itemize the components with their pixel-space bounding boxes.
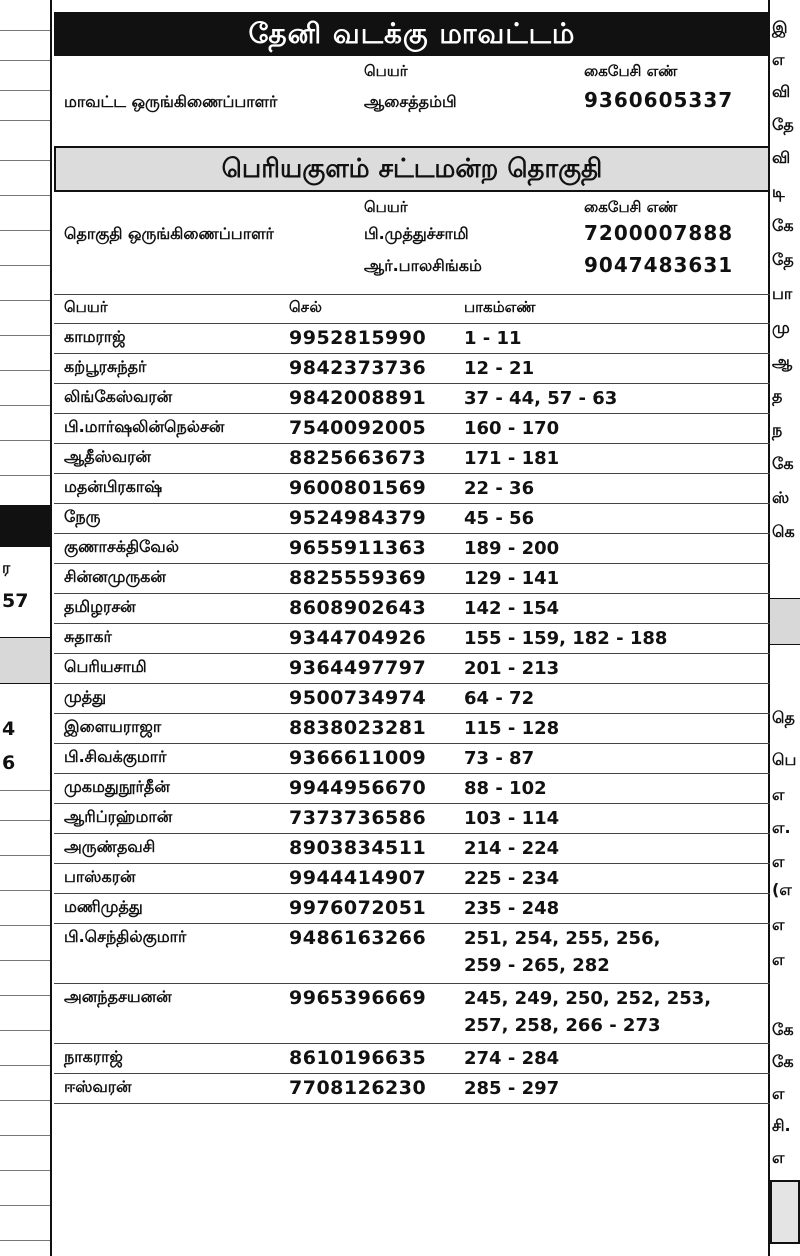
table-row — [54, 684, 770, 714]
table-row — [54, 384, 770, 414]
member-booth-range — [464, 924, 770, 984]
rule-line — [0, 820, 50, 821]
coordinator-phone: 7200007888 — [584, 221, 734, 245]
table-row — [54, 654, 770, 684]
member-cell: 9965396669 — [289, 984, 464, 1044]
cropped-grey-box — [770, 1180, 800, 1244]
member-name: ஆரிப்ரஹ்மான் — [54, 804, 289, 834]
member-cell: 9364497797 — [289, 654, 464, 684]
rule-line — [0, 1100, 50, 1101]
member-booth-range — [464, 804, 770, 834]
member-cell: 9486163266 — [289, 924, 464, 984]
cropped-text-fragment: எ — [772, 50, 785, 69]
rule-line — [0, 335, 50, 336]
table-row — [54, 894, 770, 924]
member-cell: 9600801569 — [289, 474, 464, 504]
table-row — [54, 744, 770, 774]
member-booth-range — [464, 564, 770, 594]
booth-line: 171 - 181 — [464, 448, 560, 469]
member-booth-range — [464, 534, 770, 564]
rule-line — [0, 1240, 50, 1241]
cropped-text-fragment: ஸ் — [772, 488, 790, 507]
member-booth-range — [464, 774, 770, 804]
rule-line — [0, 890, 50, 891]
rule-line — [0, 790, 50, 791]
rule-line — [0, 60, 50, 61]
cropped-text-fragment: 57 — [2, 590, 29, 612]
member-name: இளையராஜா — [54, 714, 289, 744]
rule-line — [0, 1170, 50, 1171]
main-column — [54, 12, 770, 1104]
table-row — [54, 324, 770, 354]
cropped-text-fragment: வி — [772, 82, 791, 101]
booth-line: 22 - 36 — [464, 478, 535, 499]
member-name: அருண்தவசி — [54, 834, 289, 864]
table-row — [54, 774, 770, 804]
member-name: முத்து — [54, 684, 289, 714]
rule-line — [0, 855, 50, 856]
member-name: பாஸ்கரன் — [54, 864, 289, 894]
table-row — [54, 804, 770, 834]
cropped-text-fragment: வி — [772, 148, 791, 167]
rule-line — [0, 405, 50, 406]
member-booth-range — [464, 834, 770, 864]
booth-line: 88 - 102 — [464, 778, 547, 799]
member-cell: 9976072051 — [289, 894, 464, 924]
table-row — [54, 414, 770, 444]
booth-line: 155 - 159, 182 - 188 — [464, 628, 668, 649]
booth-line: 129 - 141 — [464, 568, 560, 589]
phone-header: கைபேசி எண் — [584, 198, 678, 216]
booth-line: 257, 258, 266 - 273 — [464, 1015, 661, 1036]
member-name: மதன்பிரகாஷ் — [54, 474, 289, 504]
table-header-row — [54, 295, 770, 324]
member-booth-range — [464, 594, 770, 624]
cropped-text-fragment: தே — [772, 115, 794, 134]
booth-line: 189 - 200 — [464, 538, 560, 559]
rule-line — [0, 90, 50, 91]
cropped-text-fragment: த — [772, 386, 783, 405]
member-name: நாகராஜ் — [54, 1044, 289, 1074]
cropped-text-fragment: (எ — [772, 880, 792, 899]
booth-line: 103 - 114 — [464, 808, 560, 829]
member-cell: 9944956670 — [289, 774, 464, 804]
cropped-text-fragment: பெ — [772, 750, 797, 769]
rule-line — [0, 440, 50, 441]
cropped-text-fragment: தே — [772, 250, 794, 269]
member-booth-range — [464, 414, 770, 444]
member-cell: 8608902643 — [289, 594, 464, 624]
booth-line: 1 - 11 — [464, 328, 522, 349]
column-header-cell: செல் — [289, 295, 464, 324]
member-booth-range — [464, 654, 770, 684]
table-row — [54, 354, 770, 384]
member-booth-range — [464, 1074, 770, 1104]
member-booth-range — [464, 354, 770, 384]
table-row — [54, 474, 770, 504]
table-row — [54, 924, 770, 984]
rule-line — [0, 120, 50, 121]
member-booth-range — [464, 504, 770, 534]
booth-line: 201 - 213 — [464, 658, 560, 679]
cropped-text-fragment: 6 — [2, 752, 16, 774]
coordinator-name: பி.முத்துச்சாமி — [364, 224, 469, 243]
coordinator-role: தொகுதி ஒருங்கிணைப்பாளர் — [64, 224, 274, 243]
cropped-text-fragment: கே — [772, 1052, 794, 1071]
member-name: தமிழரசன் — [54, 594, 289, 624]
member-name: ஆதீஸ்வரன் — [54, 444, 289, 474]
table-row — [54, 504, 770, 534]
cropped-black-banner — [0, 505, 50, 547]
member-booth-range — [464, 324, 770, 354]
member-cell: 8825559369 — [289, 564, 464, 594]
booth-line: 64 - 72 — [464, 688, 535, 709]
booth-line: 115 - 128 — [464, 718, 560, 739]
member-cell: 9500734974 — [289, 684, 464, 714]
member-cell: 9842008891 — [289, 384, 464, 414]
cropped-text-fragment: தெ — [772, 708, 795, 727]
booth-line: 251, 254, 255, 256, — [464, 928, 661, 949]
cropped-text-fragment: எ — [772, 1148, 785, 1167]
rule-line — [0, 265, 50, 266]
member-cell: 9524984379 — [289, 504, 464, 534]
member-booth-range — [464, 684, 770, 714]
member-name: பி.மார்ஷலின்நெல்சன் — [54, 414, 289, 444]
member-cell: 9366611009 — [289, 744, 464, 774]
member-booth-range — [464, 444, 770, 474]
rule-line — [0, 1205, 50, 1206]
member-cell: 9944414907 — [289, 864, 464, 894]
booth-line: 37 - 44, 57 - 63 — [464, 388, 618, 409]
coordinator-role: மாவட்ட ஒருங்கிணைப்பாளர் — [64, 92, 278, 111]
cropped-text-fragment: கே — [772, 1020, 794, 1039]
member-booth-range — [464, 894, 770, 924]
coordinator-phone: 9047483631 — [584, 253, 734, 277]
member-cell: 9842373736 — [289, 354, 464, 384]
cropped-text-fragment: கே — [772, 216, 794, 235]
left-cropped-column — [0, 0, 52, 1256]
member-cell: 8903834511 — [289, 834, 464, 864]
member-name: ஈஸ்வரன் — [54, 1074, 289, 1104]
rule-line — [0, 160, 50, 161]
booth-line: 225 - 234 — [464, 868, 560, 889]
rule-line — [0, 1030, 50, 1031]
name-header: பெயர் — [364, 62, 408, 80]
member-name: பி.சிவக்குமார் — [54, 744, 289, 774]
rule-line — [0, 195, 50, 196]
cropped-text-fragment: சி. — [772, 1116, 791, 1135]
cropped-grey-banner — [770, 598, 800, 645]
cropped-text-fragment: எ — [772, 785, 785, 804]
member-booth-range — [464, 864, 770, 894]
coordinator-phone: 9360605337 — [584, 88, 734, 112]
right-cropped-column — [768, 0, 800, 1256]
booth-line: 214 - 224 — [464, 838, 560, 859]
cropped-text-fragment: எ — [772, 1084, 785, 1103]
booth-agents-table — [54, 294, 770, 1104]
table-row — [54, 834, 770, 864]
cropped-text-fragment: எ — [772, 950, 785, 969]
phone-header: கைபேசி எண் — [584, 62, 678, 80]
cropped-text-fragment: டி — [772, 182, 785, 201]
cropped-text-fragment: எ. — [772, 818, 791, 837]
booth-line: 285 - 297 — [464, 1078, 560, 1099]
rule-line — [0, 1065, 50, 1066]
member-cell: 8838023281 — [289, 714, 464, 744]
table-row — [54, 624, 770, 654]
table-row — [54, 594, 770, 624]
cropped-text-fragment: ந — [772, 420, 783, 439]
member-name: முகமதுநூர்தீன் — [54, 774, 289, 804]
member-cell: 9655911363 — [289, 534, 464, 564]
cropped-text-fragment: எ — [772, 852, 785, 871]
cropped-text-fragment: 4 — [2, 718, 16, 740]
member-booth-range — [464, 1044, 770, 1074]
member-cell: 7373736586 — [289, 804, 464, 834]
table-row — [54, 984, 770, 1044]
member-cell: 9952815990 — [289, 324, 464, 354]
member-name: பி.செந்தில்குமார் — [54, 924, 289, 984]
member-booth-range — [464, 474, 770, 504]
rule-line — [0, 1135, 50, 1136]
cropped-text-fragment: எ — [772, 915, 785, 934]
member-cell: 9344704926 — [289, 624, 464, 654]
cropped-text-fragment: ர — [2, 558, 11, 577]
member-booth-range — [464, 984, 770, 1044]
rule-line — [0, 230, 50, 231]
member-booth-range — [464, 744, 770, 774]
rule-line — [0, 995, 50, 996]
member-booth-range — [464, 624, 770, 654]
booth-line: 12 - 21 — [464, 358, 535, 379]
member-cell: 7708126230 — [289, 1074, 464, 1104]
member-booth-range — [464, 384, 770, 414]
table-row — [54, 1074, 770, 1104]
coordinator-name: ஆர்.பாலசிங்கம் — [364, 256, 482, 275]
column-header-name: பெயர் — [54, 295, 289, 324]
booth-line: 45 - 56 — [464, 508, 535, 529]
rule-line — [0, 960, 50, 961]
booth-line: 245, 249, 250, 252, 253, — [464, 988, 712, 1009]
column-header-booth: பாகம்எண் — [464, 295, 770, 324]
member-cell: 8825663673 — [289, 444, 464, 474]
member-booth-range — [464, 714, 770, 744]
member-name: காமராஜ் — [54, 324, 289, 354]
booth-line: 73 - 87 — [464, 748, 535, 769]
member-name: மணிமுத்து — [54, 894, 289, 924]
rule-line — [0, 475, 50, 476]
cropped-text-fragment: கெ — [772, 522, 795, 541]
district-coordinator-block — [54, 56, 770, 142]
cropped-text-fragment: பா — [772, 284, 793, 303]
booth-line: 235 - 248 — [464, 898, 560, 919]
rule-line — [0, 370, 50, 371]
booth-line: 142 - 154 — [464, 598, 560, 619]
member-name: சுதாகர் — [54, 624, 289, 654]
table-row — [54, 444, 770, 474]
member-name: அனந்தசயனன் — [54, 984, 289, 1044]
constituency-title: பெரியகுளம் சட்டமன்ற தொகுதி — [54, 146, 770, 192]
name-header: பெயர் — [364, 198, 408, 216]
table-row — [54, 564, 770, 594]
cropped-text-fragment: ஆ — [772, 352, 793, 371]
district-title: தேனி வடக்கு மாவட்டம் — [54, 12, 770, 56]
booth-line: 274 - 284 — [464, 1048, 560, 1069]
member-cell: 8610196635 — [289, 1044, 464, 1074]
rule-line — [0, 30, 50, 31]
cropped-text-fragment: மு — [772, 318, 790, 337]
booth-line: 259 - 265, 282 — [464, 955, 610, 976]
cropped-text-fragment: கே — [772, 454, 794, 473]
cropped-grey-banner — [0, 637, 50, 684]
member-name: பெரியசாமி — [54, 654, 289, 684]
constituency-coordinator-block — [54, 192, 770, 290]
booth-line: 160 - 170 — [464, 418, 560, 439]
member-cell: 7540092005 — [289, 414, 464, 444]
member-name: லிங்கேஸ்வரன் — [54, 384, 289, 414]
cropped-text-fragment: இ — [772, 18, 788, 37]
member-name: சின்னமுருகன் — [54, 564, 289, 594]
rule-line — [0, 925, 50, 926]
rule-line — [0, 300, 50, 301]
table-row — [54, 1044, 770, 1074]
member-name: கற்பூரசுந்தர் — [54, 354, 289, 384]
member-name: நேரு — [54, 504, 289, 534]
member-name: குணாசக்திவேல் — [54, 534, 289, 564]
coordinator-name: ஆசைத்தம்பி — [364, 92, 457, 111]
table-row — [54, 534, 770, 564]
table-row — [54, 864, 770, 894]
table-row — [54, 714, 770, 744]
